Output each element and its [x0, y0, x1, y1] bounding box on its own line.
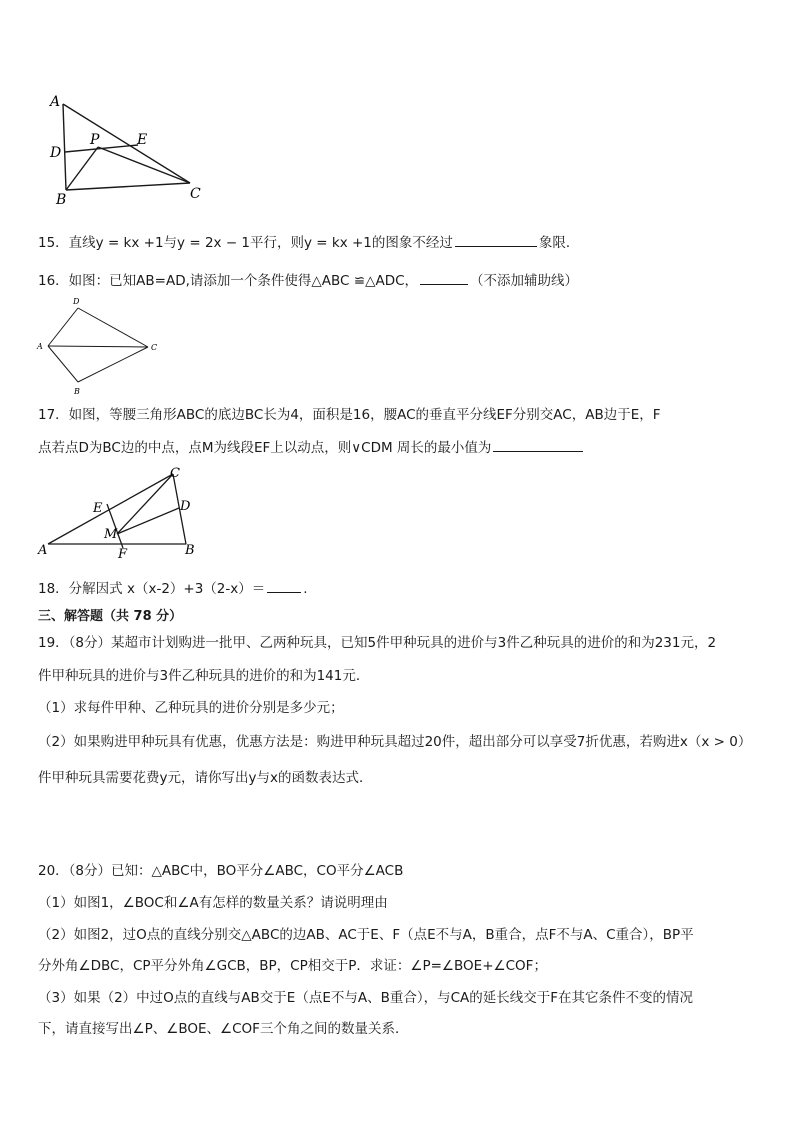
label-D: D: [50, 145, 62, 161]
q16-suffix: （不添加辅助线）: [470, 273, 579, 289]
figure-quadrilateral-abcd: [34, 294, 164, 396]
label-E: E: [137, 132, 148, 148]
question-20-part2-line1: [38, 926, 694, 944]
label-C: C: [170, 466, 180, 481]
label-A: A: [37, 342, 43, 351]
q15-suffix: 象限．: [538, 235, 580, 251]
label-D: D: [180, 499, 191, 514]
q20-part2-line2: 分外角∠DBC，CP平分外角∠GCB，BP，CP相交于P．求证：∠P=∠BOE+∠COF；: [38, 958, 547, 974]
question-19-part2-line1: [38, 733, 751, 751]
q20-part1: （1）如图1，∠BOC和∠A有怎样的数量关系？请说明理由: [38, 895, 388, 911]
label-A: A: [50, 94, 61, 110]
question-19-part2-line2: [38, 769, 372, 787]
q17-answer-blank[interactable]: [493, 437, 583, 452]
question-18: [38, 578, 308, 598]
label-D: D: [73, 297, 80, 306]
question-19-line2: [38, 667, 369, 685]
q19-part1: （1）求每件甲种、乙种玩具的进价分别是多少元；: [38, 700, 344, 716]
figure-triangle-abc-de: [40, 90, 210, 210]
q17-line1: 17．如图，等腰三角形ABC的底边BC长为4，面积是16，腰AC的垂直平分线EF分别交AC，AB边于E，F: [38, 407, 661, 423]
question-20-part3-line2: [38, 1020, 408, 1038]
q15-answer-blank[interactable]: [455, 232, 537, 247]
question-16: [38, 270, 578, 290]
question-19-line1: [38, 634, 716, 652]
label-C: C: [151, 343, 158, 352]
q18-answer-blank[interactable]: [267, 578, 301, 593]
q19-line1: 19．（8分）某超市计划购进一批甲、乙两种玩具，已知5件甲种玩具的进价与3件乙种玩具的进价的和为231元，2: [38, 635, 717, 651]
question-15: [38, 232, 579, 252]
label-B: B: [74, 387, 80, 396]
q20-part3-line1: （3）如果（2）中过O点的直线与AB交于E（点E不与A、B重合），与CA的延长线交于F在其它条件不变的情况: [38, 990, 694, 1006]
question-20-line1: [38, 862, 403, 880]
q19-part2-line2: 件甲种玩具需要花费y元，请你写出y与x的函数表达式．: [38, 770, 373, 786]
figure-isosceles-triangle: [36, 464, 206, 560]
q17-line2: 点若点D为BC边的中点，点M为线段EF上以动点，则∨CDM 周长的最小值为: [38, 440, 492, 456]
q18-text: 18．分解因式 x（x-2）+3（2-x）＝: [38, 581, 266, 597]
q20-part3-line2: 下，请直接写出∠P、∠BOE、∠COF三个角之间的数量关系．: [38, 1021, 409, 1037]
q15-text: 15．直线y = kx +1与y = 2x − 1平行，则y = kx +1的图象不经过: [38, 235, 453, 251]
q16-answer-blank[interactable]: [420, 270, 468, 285]
question-20-part1: [38, 894, 388, 912]
label-B: B: [56, 192, 67, 208]
q16-text: 16．如图：已知AB=AD,请添加一个条件使得△ABC ≌△ADC，: [38, 273, 419, 289]
q19-part2-line1: （2）如果购进甲种玩具有优惠，优惠方法是：购进甲种玩具超过20件，超出部分可以享受7折优惠，若购进x（x > 0）: [38, 734, 752, 750]
section-3-heading: 三、解答题（共 78 分）: [38, 609, 183, 624]
label-B: B: [185, 543, 195, 558]
label-E: E: [93, 501, 103, 516]
label-M: M: [104, 527, 118, 542]
label-A: A: [38, 543, 48, 558]
q20-part2-line1: （2）如图2，过O点的直线分别交△ABC的边AB、AC于E、F（点E不与A，B重合，点F不与A、C重合），BP平: [38, 927, 694, 943]
question-17-line1: [38, 406, 661, 424]
question-20-part3-line1: [38, 989, 693, 1007]
label-C: C: [190, 186, 201, 202]
question-20-part2-line2: [38, 957, 547, 975]
question-19-part1: [38, 699, 344, 717]
q18-suffix: .: [303, 581, 308, 597]
q19-line2: 件甲种玩具的进价与3件乙种玩具的进价的和为141元．: [38, 668, 370, 684]
label-P: P: [90, 132, 100, 148]
section-3-title: [38, 608, 182, 626]
q20-line1: 20．（8分）已知：△ABC中，BO平分∠ABC，CO平分∠ACB: [38, 863, 404, 879]
question-17-line2: [38, 437, 585, 457]
label-F: F: [118, 547, 128, 562]
